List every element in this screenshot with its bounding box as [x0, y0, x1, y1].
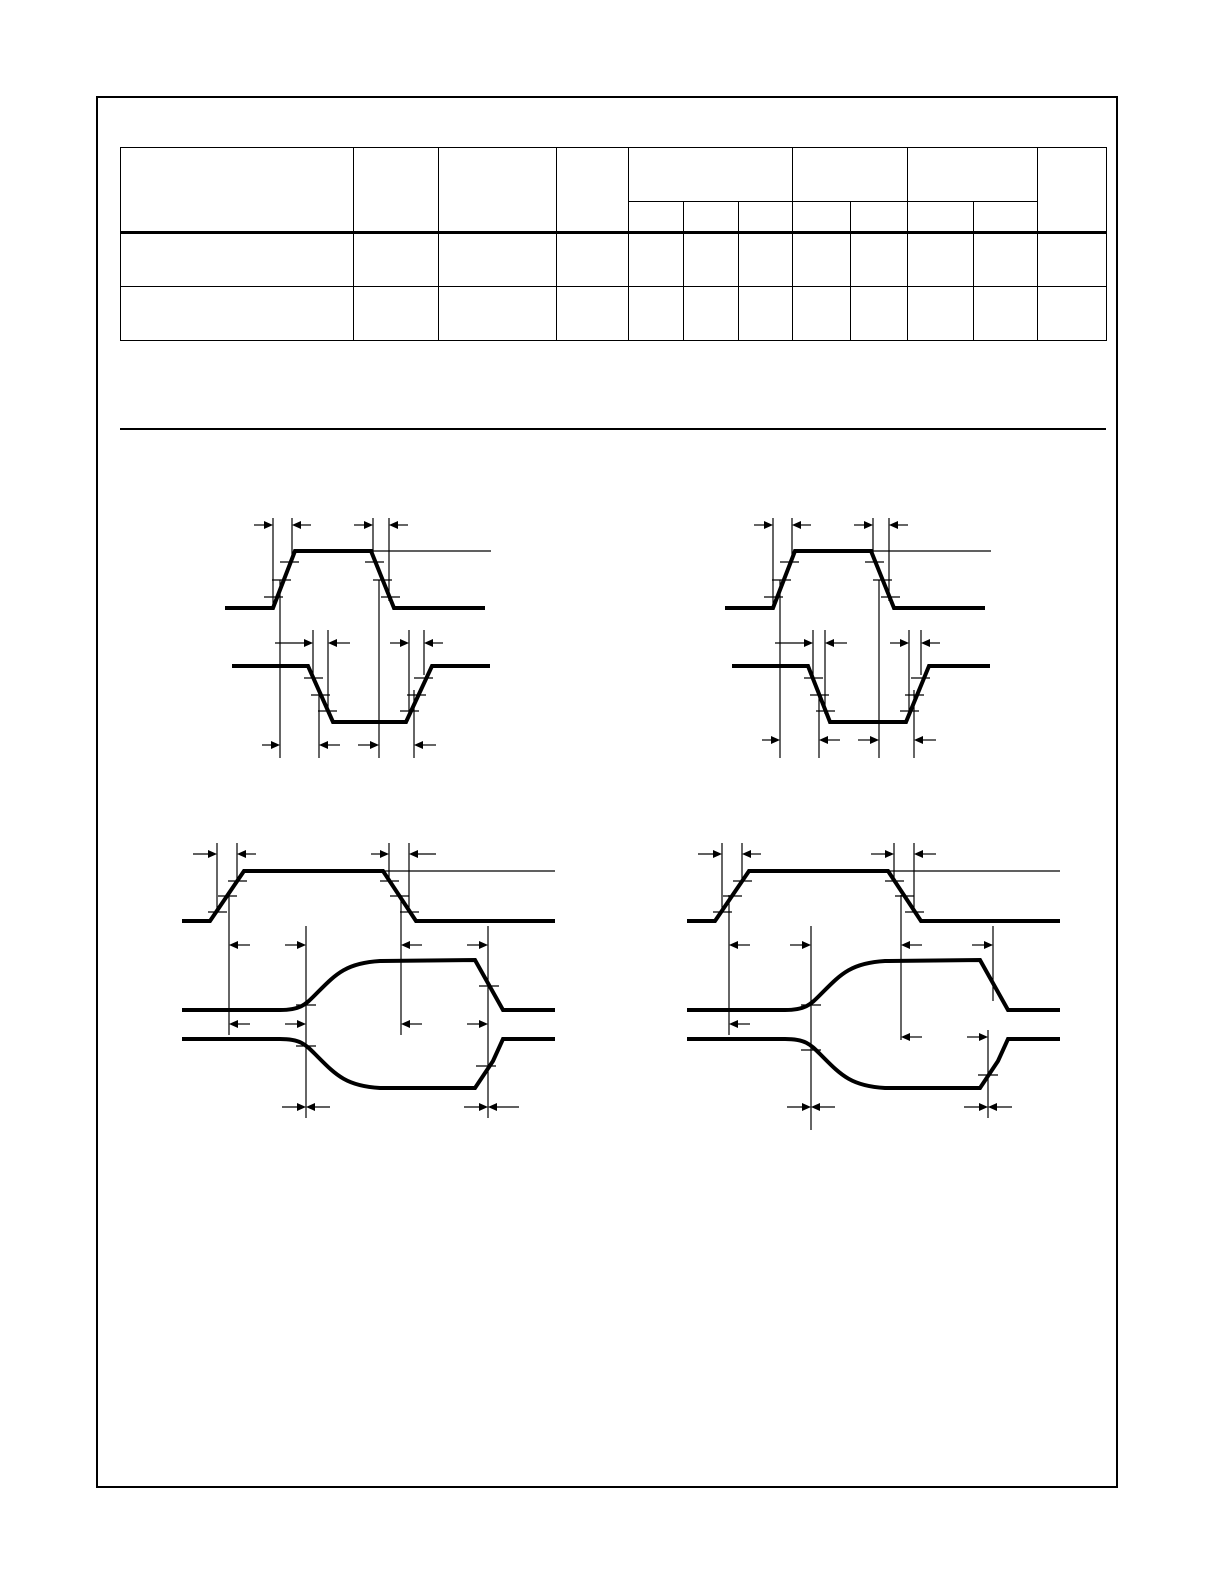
output-true-waveform	[687, 960, 1060, 1010]
input-waveform	[687, 871, 1060, 921]
output-complement-waveform	[687, 1039, 1060, 1088]
